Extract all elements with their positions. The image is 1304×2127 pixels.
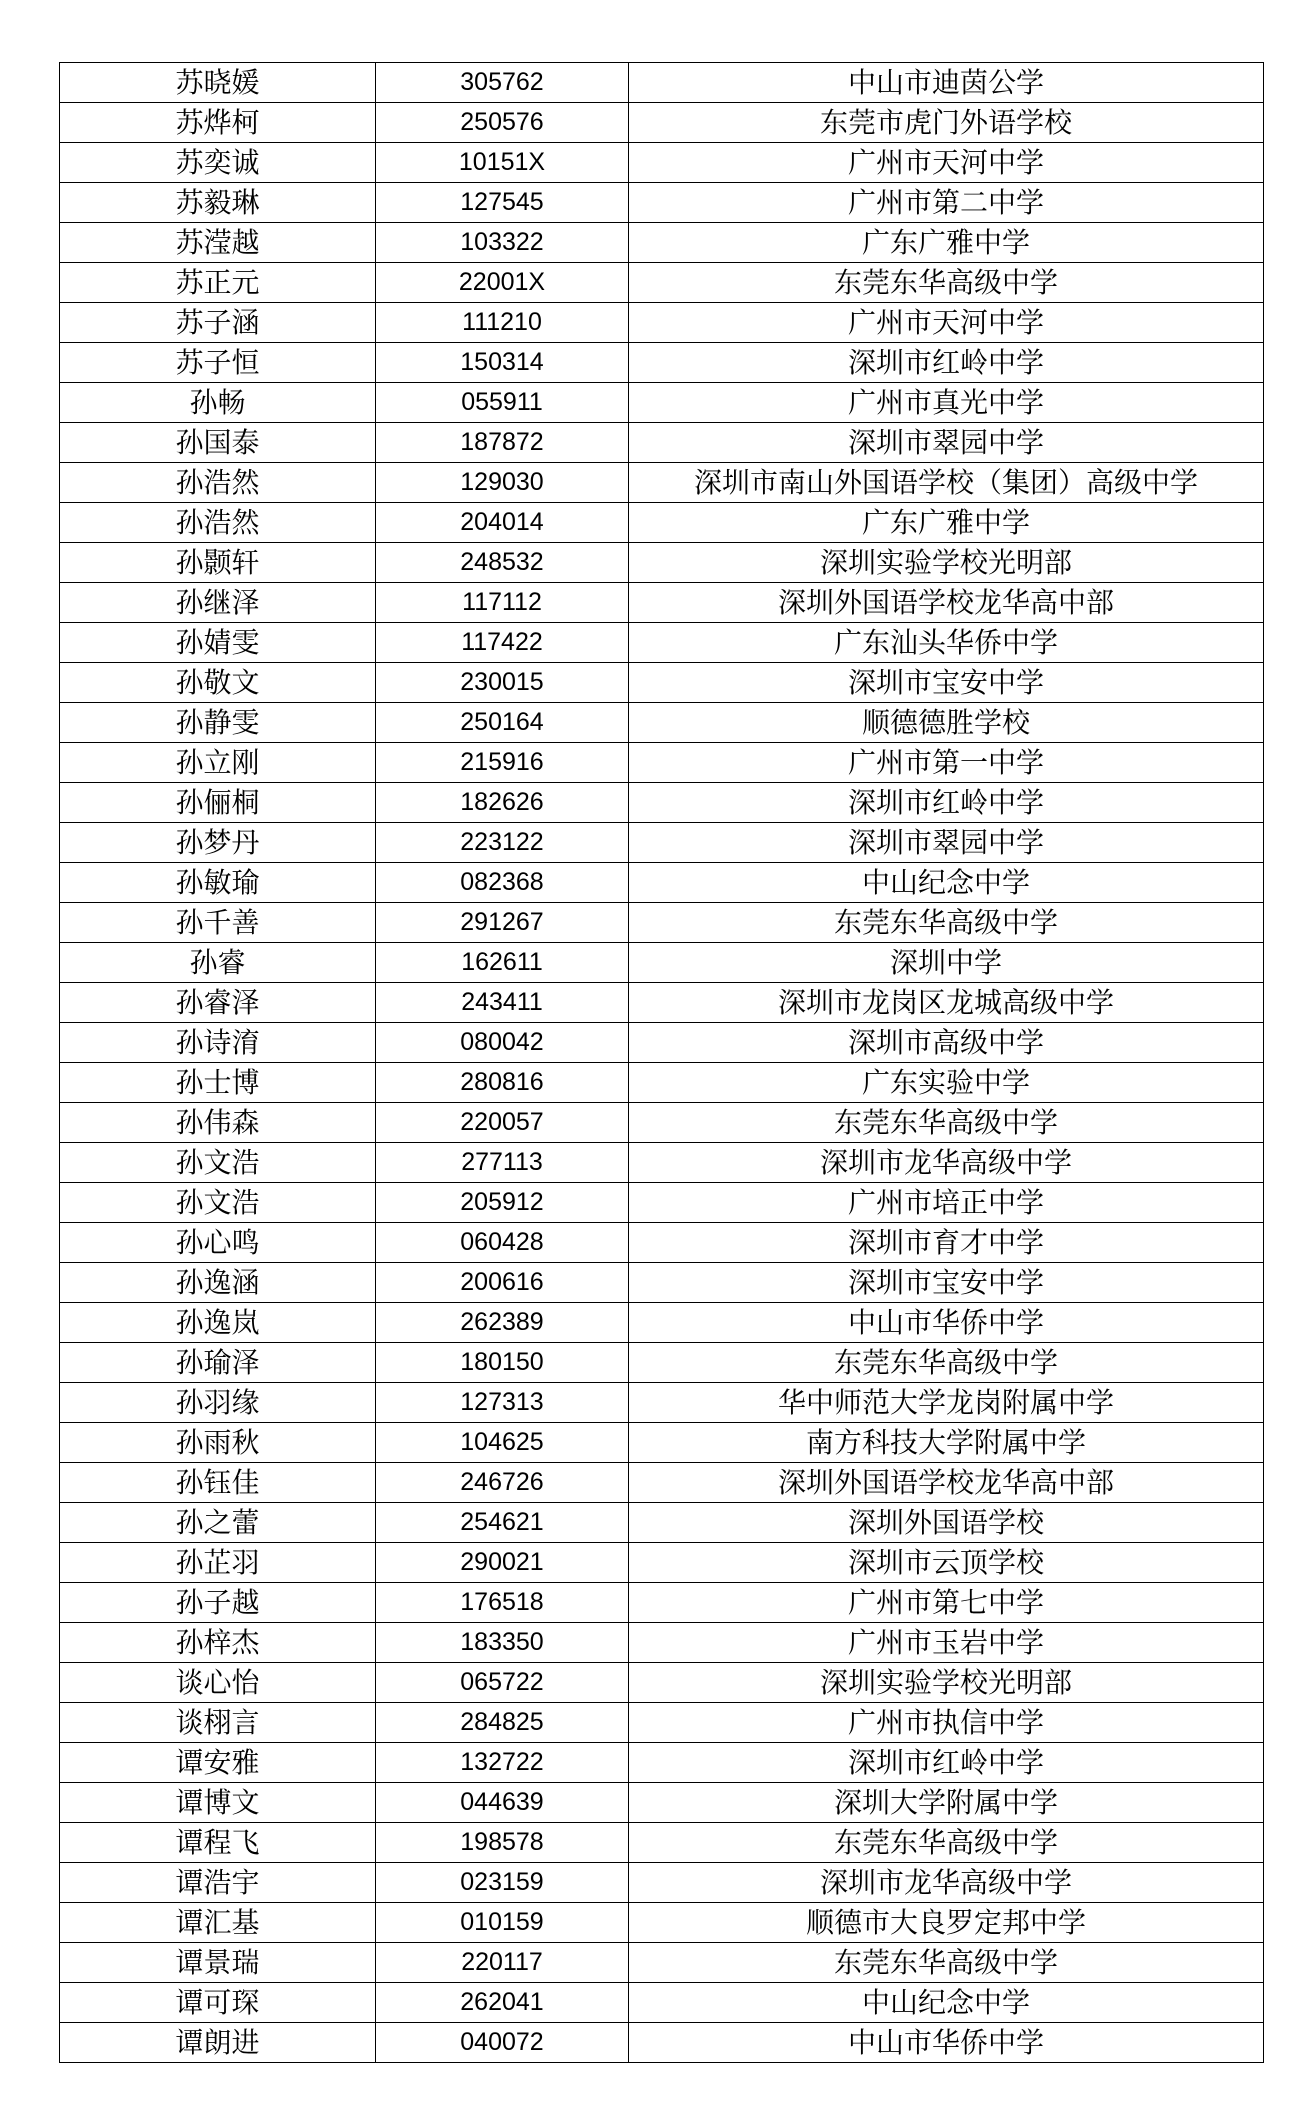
school-name-cell: 东莞东华高级中学 bbox=[629, 1823, 1264, 1863]
school-name-cell: 深圳大学附属中学 bbox=[629, 1783, 1264, 1823]
school-name-cell: 深圳中学 bbox=[629, 943, 1264, 983]
school-name-cell: 广东汕头华侨中学 bbox=[629, 623, 1264, 663]
table-row bbox=[60, 423, 1264, 463]
student-name-cell: 孙浩然 bbox=[60, 503, 376, 543]
student-name-cell: 苏滢越 bbox=[60, 223, 376, 263]
table-row bbox=[60, 1543, 1264, 1583]
student-name-cell: 孙继泽 bbox=[60, 583, 376, 623]
school-name-cell: 深圳市龙华高级中学 bbox=[629, 1143, 1264, 1183]
table-row bbox=[60, 263, 1264, 303]
student-id-cell: 280816 bbox=[376, 1063, 629, 1103]
student-id-cell: 284825 bbox=[376, 1703, 629, 1743]
school-name-cell: 深圳市红岭中学 bbox=[629, 783, 1264, 823]
table-row bbox=[60, 1943, 1264, 1983]
student-id-cell: 162611 bbox=[376, 943, 629, 983]
student-id-cell: 230015 bbox=[376, 663, 629, 703]
school-name-cell: 深圳市育才中学 bbox=[629, 1223, 1264, 1263]
school-name-cell: 广州市第一中学 bbox=[629, 743, 1264, 783]
school-name-cell: 深圳市龙华高级中学 bbox=[629, 1863, 1264, 1903]
table-row bbox=[60, 1783, 1264, 1823]
student-id-cell: 198578 bbox=[376, 1823, 629, 1863]
student-name-cell: 孙诗淯 bbox=[60, 1023, 376, 1063]
school-name-cell: 广东实验中学 bbox=[629, 1063, 1264, 1103]
student-id-cell: 180150 bbox=[376, 1343, 629, 1383]
table-row bbox=[60, 703, 1264, 743]
student-id-cell: 220117 bbox=[376, 1943, 629, 1983]
table-row bbox=[60, 1983, 1264, 2023]
school-name-cell: 东莞东华高级中学 bbox=[629, 1343, 1264, 1383]
student-name-cell: 孙梦丹 bbox=[60, 823, 376, 863]
school-name-cell: 深圳市翠园中学 bbox=[629, 423, 1264, 463]
school-name-cell: 深圳外国语学校 bbox=[629, 1503, 1264, 1543]
student-id-cell: 187872 bbox=[376, 423, 629, 463]
student-id-cell: 291267 bbox=[376, 903, 629, 943]
student-name-cell: 孙羽缘 bbox=[60, 1383, 376, 1423]
school-name-cell: 深圳市宝安中学 bbox=[629, 663, 1264, 703]
school-name-cell: 广州市执信中学 bbox=[629, 1703, 1264, 1743]
student-id-cell: 204014 bbox=[376, 503, 629, 543]
student-name-cell: 孙敏瑜 bbox=[60, 863, 376, 903]
table-row bbox=[60, 143, 1264, 183]
table-row bbox=[60, 663, 1264, 703]
table-row bbox=[60, 743, 1264, 783]
student-name-cell: 孙之蕾 bbox=[60, 1503, 376, 1543]
student-name-cell: 孙瑜泽 bbox=[60, 1343, 376, 1383]
school-name-cell: 深圳外国语学校龙华高中部 bbox=[629, 1463, 1264, 1503]
table-row bbox=[60, 1903, 1264, 1943]
school-name-cell: 中山市迪茵公学 bbox=[629, 63, 1264, 103]
table-row bbox=[60, 1343, 1264, 1383]
student-name-cell: 孙逸涵 bbox=[60, 1263, 376, 1303]
student-id-cell: 117422 bbox=[376, 623, 629, 663]
student-id-cell: 127545 bbox=[376, 183, 629, 223]
student-name-cell: 孙国泰 bbox=[60, 423, 376, 463]
student-id-cell: 060428 bbox=[376, 1223, 629, 1263]
table-row bbox=[60, 1223, 1264, 1263]
student-name-cell: 孙士博 bbox=[60, 1063, 376, 1103]
student-name-cell: 谭博文 bbox=[60, 1783, 376, 1823]
student-name-cell: 谭景瑞 bbox=[60, 1943, 376, 1983]
table-row bbox=[60, 823, 1264, 863]
student-id-cell: 250576 bbox=[376, 103, 629, 143]
student-id-cell: 254621 bbox=[376, 1503, 629, 1543]
student-id-cell: 262041 bbox=[376, 1983, 629, 2023]
student-id-cell: 10151X bbox=[376, 143, 629, 183]
table-row bbox=[60, 383, 1264, 423]
student-name-cell: 孙梓杰 bbox=[60, 1623, 376, 1663]
table-row bbox=[60, 543, 1264, 583]
table-row bbox=[60, 1823, 1264, 1863]
school-name-cell: 华中师范大学龙岗附属中学 bbox=[629, 1383, 1264, 1423]
table-row bbox=[60, 1863, 1264, 1903]
student-id-cell: 250164 bbox=[376, 703, 629, 743]
school-name-cell: 中山市华侨中学 bbox=[629, 1303, 1264, 1343]
student-id-cell: 111210 bbox=[376, 303, 629, 343]
table-row bbox=[60, 943, 1264, 983]
table-row bbox=[60, 1063, 1264, 1103]
school-name-cell: 顺德市大良罗定邦中学 bbox=[629, 1903, 1264, 1943]
student-name-cell: 谈心怡 bbox=[60, 1663, 376, 1703]
school-name-cell: 广州市第二中学 bbox=[629, 183, 1264, 223]
table-row bbox=[60, 1423, 1264, 1463]
table-row bbox=[60, 2023, 1264, 2063]
table-row bbox=[60, 343, 1264, 383]
student-id-cell: 104625 bbox=[376, 1423, 629, 1463]
table-row bbox=[60, 1623, 1264, 1663]
student-name-cell: 谭程飞 bbox=[60, 1823, 376, 1863]
student-name-cell: 孙立刚 bbox=[60, 743, 376, 783]
table-row bbox=[60, 863, 1264, 903]
student-id-cell: 220057 bbox=[376, 1103, 629, 1143]
table-row bbox=[60, 183, 1264, 223]
table-row bbox=[60, 1503, 1264, 1543]
student-id-cell: 223122 bbox=[376, 823, 629, 863]
student-name-cell: 孙雨秋 bbox=[60, 1423, 376, 1463]
student-name-cell: 苏子恒 bbox=[60, 343, 376, 383]
table-row bbox=[60, 303, 1264, 343]
roster-body bbox=[60, 63, 1264, 2063]
student-name-cell: 谭汇基 bbox=[60, 1903, 376, 1943]
school-name-cell: 广州市天河中学 bbox=[629, 143, 1264, 183]
school-name-cell: 广东广雅中学 bbox=[629, 503, 1264, 543]
student-name-cell: 孙浩然 bbox=[60, 463, 376, 503]
student-id-cell: 055911 bbox=[376, 383, 629, 423]
student-name-cell: 孙伟森 bbox=[60, 1103, 376, 1143]
school-name-cell: 深圳市红岭中学 bbox=[629, 343, 1264, 383]
table-row bbox=[60, 1143, 1264, 1183]
student-id-cell: 22001X bbox=[376, 263, 629, 303]
student-id-cell: 205912 bbox=[376, 1183, 629, 1223]
student-name-cell: 苏毅琳 bbox=[60, 183, 376, 223]
student-name-cell: 孙睿 bbox=[60, 943, 376, 983]
student-name-cell: 孙颢轩 bbox=[60, 543, 376, 583]
school-name-cell: 深圳实验学校光明部 bbox=[629, 543, 1264, 583]
student-name-cell: 孙子越 bbox=[60, 1583, 376, 1623]
school-name-cell: 东莞东华高级中学 bbox=[629, 903, 1264, 943]
student-id-cell: 246726 bbox=[376, 1463, 629, 1503]
school-name-cell: 中山市华侨中学 bbox=[629, 2023, 1264, 2063]
student-name-cell: 谭可琛 bbox=[60, 1983, 376, 2023]
student-name-cell: 苏子涵 bbox=[60, 303, 376, 343]
student-name-cell: 孙文浩 bbox=[60, 1183, 376, 1223]
school-name-cell: 东莞东华高级中学 bbox=[629, 1103, 1264, 1143]
student-roster-table bbox=[59, 62, 1264, 2063]
school-name-cell: 深圳市云顶学校 bbox=[629, 1543, 1264, 1583]
student-id-cell: 040072 bbox=[376, 2023, 629, 2063]
student-id-cell: 305762 bbox=[376, 63, 629, 103]
school-name-cell: 东莞东华高级中学 bbox=[629, 1943, 1264, 1983]
table-row bbox=[60, 1103, 1264, 1143]
school-name-cell: 广州市真光中学 bbox=[629, 383, 1264, 423]
student-id-cell: 215916 bbox=[376, 743, 629, 783]
school-name-cell: 广州市天河中学 bbox=[629, 303, 1264, 343]
student-name-cell: 苏正元 bbox=[60, 263, 376, 303]
student-name-cell: 孙婧雯 bbox=[60, 623, 376, 663]
school-name-cell: 深圳实验学校光明部 bbox=[629, 1663, 1264, 1703]
school-name-cell: 广州市第七中学 bbox=[629, 1583, 1264, 1623]
student-id-cell: 262389 bbox=[376, 1303, 629, 1343]
school-name-cell: 东莞市虎门外语学校 bbox=[629, 103, 1264, 143]
table-row bbox=[60, 903, 1264, 943]
student-id-cell: 023159 bbox=[376, 1863, 629, 1903]
school-name-cell: 广州市培正中学 bbox=[629, 1183, 1264, 1223]
student-name-cell: 苏烨柯 bbox=[60, 103, 376, 143]
table-row bbox=[60, 463, 1264, 503]
student-name-cell: 苏奕诚 bbox=[60, 143, 376, 183]
table-row bbox=[60, 1663, 1264, 1703]
student-id-cell: 044639 bbox=[376, 1783, 629, 1823]
student-name-cell: 谭安雅 bbox=[60, 1743, 376, 1783]
student-id-cell: 129030 bbox=[376, 463, 629, 503]
student-id-cell: 127313 bbox=[376, 1383, 629, 1423]
student-name-cell: 孙逸岚 bbox=[60, 1303, 376, 1343]
table-row bbox=[60, 63, 1264, 103]
student-name-cell: 孙芷羽 bbox=[60, 1543, 376, 1583]
table-row bbox=[60, 623, 1264, 663]
student-id-cell: 248532 bbox=[376, 543, 629, 583]
student-name-cell: 孙心鸣 bbox=[60, 1223, 376, 1263]
school-name-cell: 深圳市南山外国语学校（集团）高级中学 bbox=[629, 463, 1264, 503]
student-id-cell: 182626 bbox=[376, 783, 629, 823]
school-name-cell: 深圳市红岭中学 bbox=[629, 1743, 1264, 1783]
student-name-cell: 孙静雯 bbox=[60, 703, 376, 743]
table-row bbox=[60, 1303, 1264, 1343]
table-row bbox=[60, 1383, 1264, 1423]
student-name-cell: 孙钰佳 bbox=[60, 1463, 376, 1503]
student-id-cell: 183350 bbox=[376, 1623, 629, 1663]
table-row bbox=[60, 1263, 1264, 1303]
student-name-cell: 谭浩宇 bbox=[60, 1863, 376, 1903]
school-name-cell: 深圳市高级中学 bbox=[629, 1023, 1264, 1063]
school-name-cell: 深圳市宝安中学 bbox=[629, 1263, 1264, 1303]
school-name-cell: 广东广雅中学 bbox=[629, 223, 1264, 263]
table-row bbox=[60, 503, 1264, 543]
school-name-cell: 中山纪念中学 bbox=[629, 1983, 1264, 2023]
student-id-cell: 200616 bbox=[376, 1263, 629, 1303]
student-id-cell: 132722 bbox=[376, 1743, 629, 1783]
student-name-cell: 孙千善 bbox=[60, 903, 376, 943]
student-id-cell: 117112 bbox=[376, 583, 629, 623]
school-name-cell: 东莞东华高级中学 bbox=[629, 263, 1264, 303]
school-name-cell: 南方科技大学附属中学 bbox=[629, 1423, 1264, 1463]
table-row bbox=[60, 1463, 1264, 1503]
student-name-cell: 孙文浩 bbox=[60, 1143, 376, 1183]
student-id-cell: 277113 bbox=[376, 1143, 629, 1183]
student-id-cell: 082368 bbox=[376, 863, 629, 903]
student-name-cell: 谭朗进 bbox=[60, 2023, 376, 2063]
student-id-cell: 176518 bbox=[376, 1583, 629, 1623]
table-row bbox=[60, 103, 1264, 143]
student-id-cell: 065722 bbox=[376, 1663, 629, 1703]
student-id-cell: 080042 bbox=[376, 1023, 629, 1063]
table-row bbox=[60, 1703, 1264, 1743]
school-name-cell: 深圳市翠园中学 bbox=[629, 823, 1264, 863]
table-row bbox=[60, 1183, 1264, 1223]
table-row bbox=[60, 1023, 1264, 1063]
student-id-cell: 243411 bbox=[376, 983, 629, 1023]
student-id-cell: 103322 bbox=[376, 223, 629, 263]
student-name-cell: 谈栩言 bbox=[60, 1703, 376, 1743]
school-name-cell: 广州市玉岩中学 bbox=[629, 1623, 1264, 1663]
student-name-cell: 孙敬文 bbox=[60, 663, 376, 703]
table-row bbox=[60, 583, 1264, 623]
student-id-cell: 290021 bbox=[376, 1543, 629, 1583]
table-row bbox=[60, 983, 1264, 1023]
table-row bbox=[60, 1743, 1264, 1783]
student-name-cell: 孙俪桐 bbox=[60, 783, 376, 823]
school-name-cell: 深圳市龙岗区龙城高级中学 bbox=[629, 983, 1264, 1023]
school-name-cell: 中山纪念中学 bbox=[629, 863, 1264, 903]
school-name-cell: 顺德德胜学校 bbox=[629, 703, 1264, 743]
table-row bbox=[60, 1583, 1264, 1623]
student-id-cell: 150314 bbox=[376, 343, 629, 383]
table-row bbox=[60, 783, 1264, 823]
school-name-cell: 深圳外国语学校龙华高中部 bbox=[629, 583, 1264, 623]
student-id-cell: 010159 bbox=[376, 1903, 629, 1943]
student-name-cell: 孙睿泽 bbox=[60, 983, 376, 1023]
table-row bbox=[60, 223, 1264, 263]
student-name-cell: 苏晓媛 bbox=[60, 63, 376, 103]
student-name-cell: 孙畅 bbox=[60, 383, 376, 423]
